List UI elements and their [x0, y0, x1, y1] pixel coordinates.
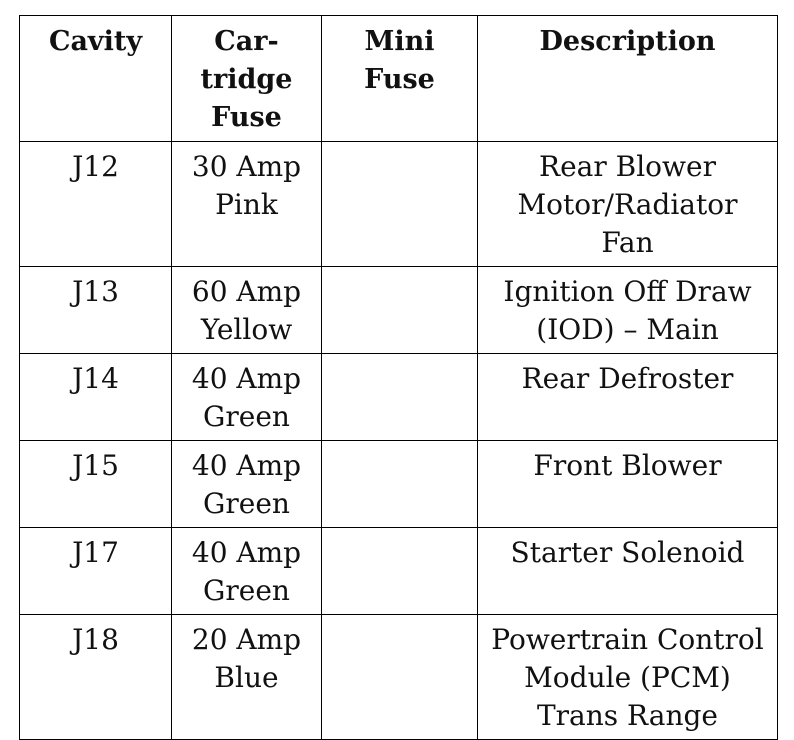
fuse-table: [19, 15, 778, 740]
cell-cartridge-fuse: [172, 354, 322, 441]
cell-mini-fuse: [322, 441, 478, 528]
table-row: [20, 142, 778, 267]
cell-cavity: J17: [20, 528, 172, 615]
cell-cartridge-fuse: [172, 441, 322, 528]
cell-mini-fuse: [322, 615, 478, 740]
cell-cartridge-fuse: [172, 142, 322, 267]
cell-line: Green: [203, 487, 290, 520]
table-row: [20, 441, 778, 528]
cell-description: [478, 267, 778, 354]
cell-line: Fan: [601, 226, 654, 259]
table-row: [20, 267, 778, 354]
cell-line: Module (PCM): [524, 661, 731, 694]
cell-line: Rear Defroster: [521, 362, 734, 395]
cell-description: [478, 528, 778, 615]
cell-cartridge-fuse: [172, 615, 322, 740]
cell-line: 30 Amp: [191, 150, 302, 183]
header-mini-fuse: [322, 16, 478, 142]
header-mini-line: Mini: [364, 26, 435, 57]
cell-line: Green: [203, 574, 290, 607]
header-cavity: [20, 16, 172, 142]
cell-description: [478, 354, 778, 441]
cell-cavity: J13: [20, 267, 172, 354]
cell-line: Blue: [214, 661, 279, 694]
cell-line: 40 Amp: [191, 362, 302, 395]
cell-line: Front Blower: [533, 449, 722, 482]
header-cartridge-fuse: [172, 16, 322, 142]
header-cartridge-line: Car-: [214, 26, 279, 57]
cell-mini-fuse: [322, 267, 478, 354]
cell-line: 20 Amp: [191, 623, 302, 656]
header-description: [478, 16, 778, 142]
cell-line: Trans Range: [536, 699, 718, 732]
cell-line: (IOD) – Main: [536, 313, 719, 346]
cell-line: Powertrain Control: [491, 623, 764, 656]
cell-mini-fuse: [322, 528, 478, 615]
cell-mini-fuse: [322, 354, 478, 441]
cell-line: Pink: [215, 188, 278, 221]
header-description-label: Description: [539, 26, 716, 57]
cell-description: [478, 441, 778, 528]
cell-line: Yellow: [200, 313, 293, 346]
cell-cavity: J12: [20, 142, 172, 267]
header-cavity-label: Cavity: [48, 26, 143, 57]
cell-description: [478, 142, 778, 267]
cell-line: Starter Solenoid: [510, 536, 745, 569]
cell-mini-fuse: [322, 142, 478, 267]
header-mini-line: Fuse: [364, 64, 435, 95]
cell-cavity: J14: [20, 354, 172, 441]
cell-line: 40 Amp: [191, 449, 302, 482]
cell-line: 60 Amp: [191, 275, 302, 308]
cell-line: Rear Blower: [539, 150, 716, 183]
header-cartridge-line: Fuse: [211, 102, 282, 133]
table-row: [20, 615, 778, 740]
cell-cavity: J15: [20, 441, 172, 528]
cell-cavity: J18: [20, 615, 172, 740]
cell-line: Motor/Radiator: [517, 188, 738, 221]
table-row: [20, 528, 778, 615]
table-row: [20, 354, 778, 441]
cell-line: Ignition Off Draw: [503, 275, 752, 308]
cell-line: 40 Amp: [191, 536, 302, 569]
table-header-row: [20, 16, 778, 142]
header-cartridge-line: tridge: [200, 64, 293, 95]
cell-cartridge-fuse: [172, 267, 322, 354]
cell-description: [478, 615, 778, 740]
cell-cartridge-fuse: [172, 528, 322, 615]
cell-line: Green: [203, 400, 290, 433]
